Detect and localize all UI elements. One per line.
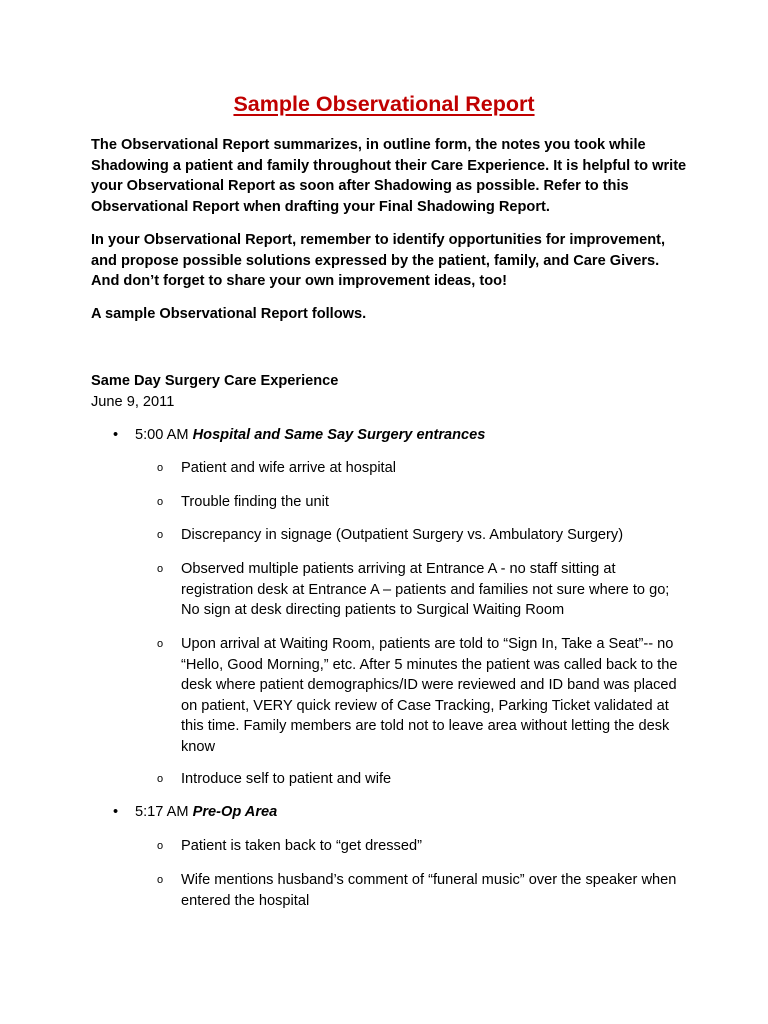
list-item-text: Introduce self to patient and wife: [181, 771, 392, 787]
intro-paragraph-3: A sample Observational Report follows.: [91, 306, 367, 322]
bullet-icon: •: [113, 804, 119, 820]
circle-bullet-icon: o: [157, 840, 164, 852]
list-item-text: Patient and wife arrive at hospital: [181, 460, 396, 476]
list-item: [157, 634, 677, 757]
list-item: [157, 458, 677, 479]
entry-heading: Hospital and Same Say Surgery entrances: [192, 427, 486, 443]
entry-time: 5:17 AM: [135, 804, 193, 820]
circle-bullet-icon: o: [157, 638, 164, 650]
section-date: June 9, 2011: [91, 394, 175, 410]
list-item: [157, 525, 677, 546]
list-item-text: Wife mentions husband’s comment of “funeral music” over the speaker when entered the hospital: [181, 872, 677, 909]
list-item-text: Observed multiple patients arriving at Entrance A - no staff sitting at registration desk at Entrance A – patients and families not sure where to go; No sign at desk directing patients to Surgical Waiting Room: [181, 561, 670, 618]
list-item-text: Trouble finding the unit: [181, 494, 329, 510]
list-item-text: Discrepancy in signage (Outpatient Surgery vs. Ambulatory Surgery): [181, 527, 624, 543]
list-item: [157, 559, 677, 621]
circle-bullet-icon: o: [157, 563, 164, 575]
intro-paragraph-2: In your Observational Report, remember to identify opportunities for improvement, and propose possible solutions expressed by the patient, family, and Care Givers. And don’t forget to share your own improvement ideas, too!: [91, 232, 666, 289]
document-title: Sample Observational Report: [233, 92, 535, 116]
circle-bullet-icon: o: [157, 462, 164, 474]
list-item-text: Patient is taken back to “get dressed”: [181, 838, 422, 854]
list-item: [157, 492, 677, 513]
circle-bullet-icon: o: [157, 874, 164, 886]
circle-bullet-icon: o: [157, 529, 164, 541]
list-item: [157, 769, 677, 790]
timeline-entry-label: [135, 802, 277, 823]
section-title: Same Day Surgery Care Experience: [91, 373, 339, 389]
list-item: [157, 870, 677, 911]
entry-heading: Pre-Op Area: [192, 804, 278, 820]
list-item-text: Upon arrival at Waiting Room, patients are told to “Sign In, Take a Seat”-- no “Hello, Good Morning,” etc. After 5 minutes the patient was called back to the desk where patient demographics/ID were reviewed and ID band was placed on patient, VERY quick review of Case Tracking, Parking Ticket validated at this time. Family members are told not to leave area without letting the desk know: [181, 636, 678, 755]
circle-bullet-icon: o: [157, 496, 164, 508]
entry-time: 5:00 AM: [135, 427, 193, 443]
list-item: [157, 836, 677, 857]
bullet-icon: •: [113, 427, 119, 443]
circle-bullet-icon: o: [157, 773, 164, 785]
intro-paragraph-1: The Observational Report summarizes, in outline form, the notes you took while Shadowing a patient and family throughout their Care Experience. It is helpful to write your Observational Report as soon after Shadowing as possible. Refer to this Observational Report when drafting your Final Shadowing Report.: [91, 137, 687, 215]
timeline-entry-label: [135, 425, 485, 446]
